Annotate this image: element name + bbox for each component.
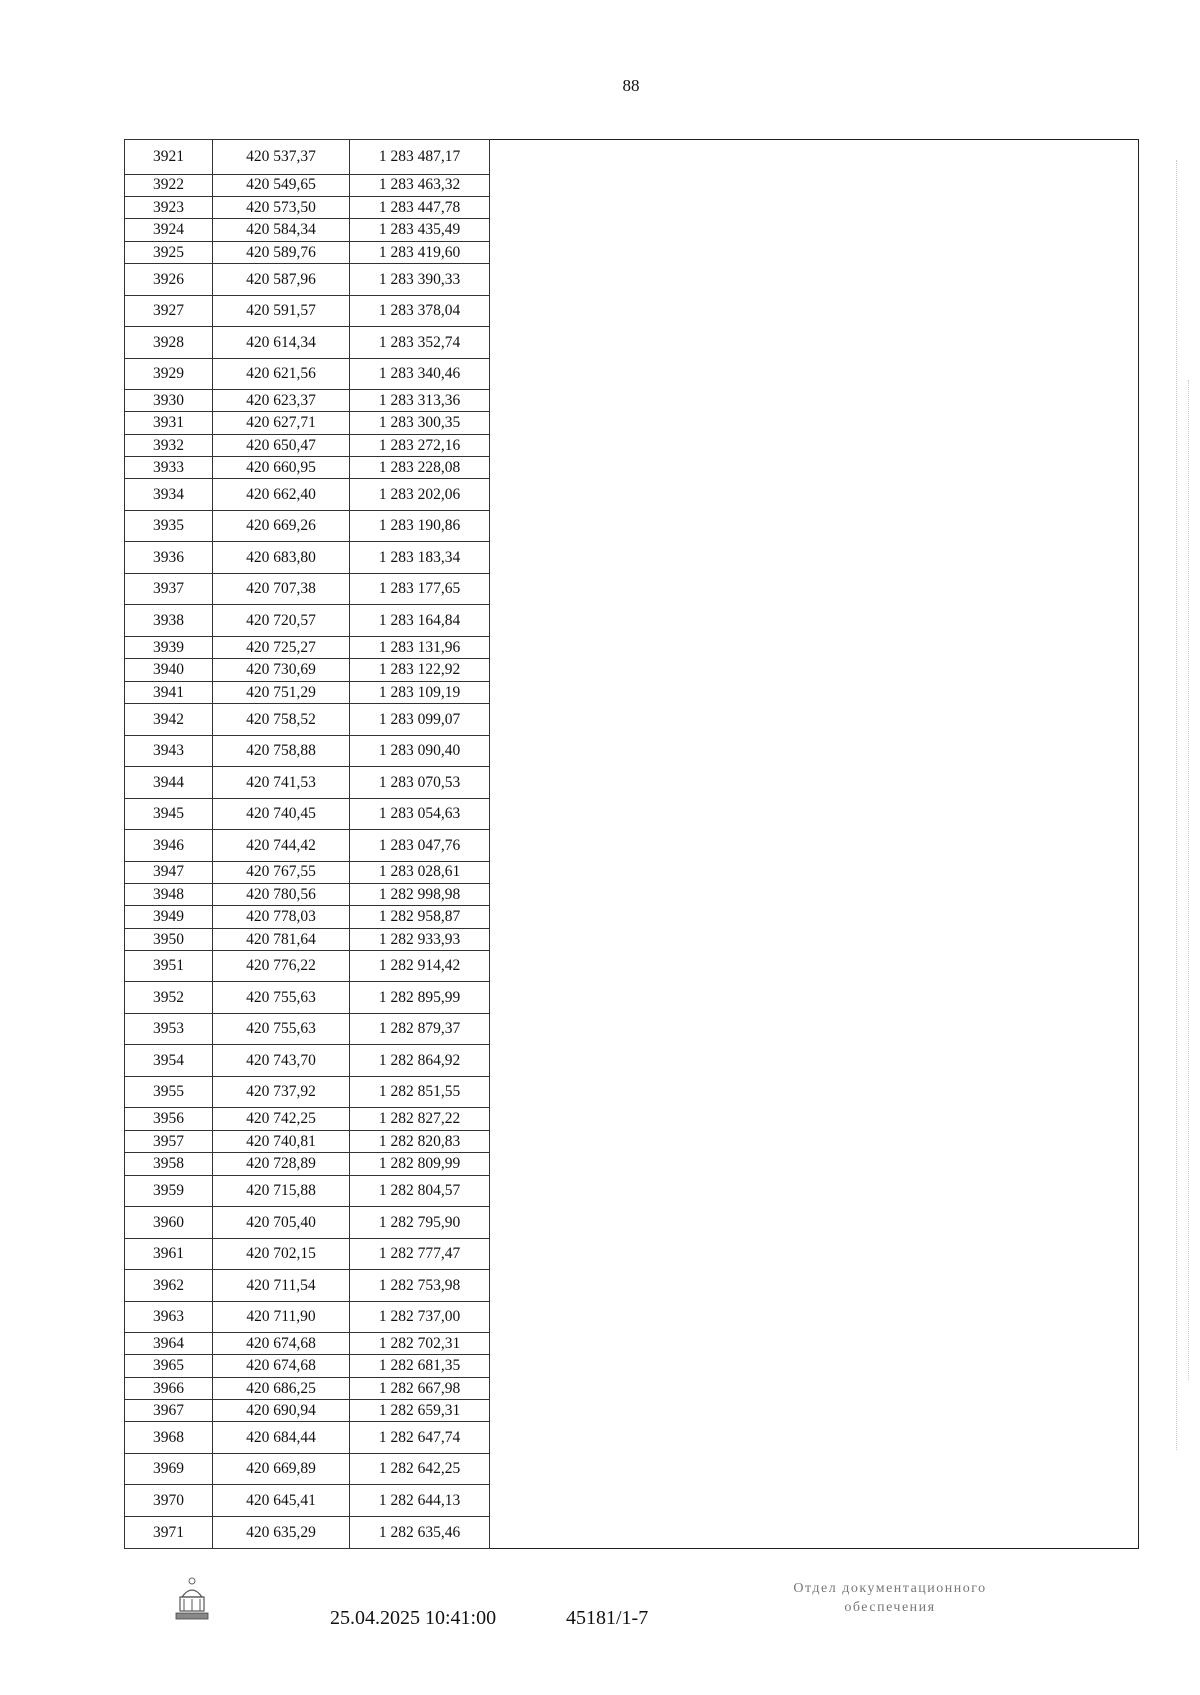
emblem-stamp-icon	[170, 1575, 214, 1623]
y-coordinate-cell: 1 282 933,93	[350, 928, 490, 950]
y-coordinate-cell: 1 283 313,36	[350, 390, 490, 412]
x-coordinate-cell: 420 660,95	[213, 457, 350, 479]
x-coordinate-cell: 420 627,71	[213, 412, 350, 434]
y-coordinate-cell: 1 282 864,92	[350, 1045, 490, 1077]
x-coordinate-cell: 420 755,63	[213, 1013, 350, 1045]
y-coordinate-cell: 1 282 647,74	[350, 1422, 490, 1454]
point-number-cell: 3963	[125, 1301, 213, 1333]
y-coordinate-cell: 1 283 300,35	[350, 412, 490, 434]
point-number-cell: 3922	[125, 174, 213, 196]
point-number-cell: 3929	[125, 358, 213, 390]
x-coordinate-cell: 420 587,96	[213, 264, 350, 296]
point-number-cell: 3927	[125, 295, 213, 327]
x-coordinate-cell: 420 780,56	[213, 883, 350, 905]
y-coordinate-cell: 1 282 659,31	[350, 1400, 490, 1422]
x-coordinate-cell: 420 725,27	[213, 636, 350, 658]
y-coordinate-cell: 1 282 667,98	[350, 1377, 490, 1399]
y-coordinate-cell: 1 283 419,60	[350, 241, 490, 263]
x-coordinate-cell: 420 711,54	[213, 1270, 350, 1302]
point-number-cell: 3948	[125, 883, 213, 905]
table-row	[125, 1400, 490, 1422]
table-row	[125, 140, 490, 175]
point-number-cell: 3928	[125, 327, 213, 359]
table-row	[125, 1045, 490, 1077]
scan-artifact-dots	[1176, 160, 1177, 1450]
y-coordinate-cell: 1 282 635,46	[350, 1516, 490, 1548]
x-coordinate-cell: 420 702,15	[213, 1238, 350, 1270]
scan-artifact-dots	[1188, 380, 1189, 1380]
point-number-cell: 3935	[125, 510, 213, 542]
point-number-cell: 3951	[125, 950, 213, 982]
x-coordinate-cell: 420 591,57	[213, 295, 350, 327]
point-number-cell: 3958	[125, 1153, 213, 1175]
point-number-cell: 3950	[125, 928, 213, 950]
x-coordinate-cell: 420 584,34	[213, 219, 350, 241]
y-coordinate-cell: 1 283 090,40	[350, 735, 490, 767]
table-row	[125, 358, 490, 390]
point-number-cell: 3931	[125, 412, 213, 434]
table-row	[125, 906, 490, 928]
x-coordinate-cell: 420 715,88	[213, 1175, 350, 1207]
x-coordinate-cell: 420 669,89	[213, 1453, 350, 1485]
table-row	[125, 1238, 490, 1270]
point-number-cell: 3938	[125, 605, 213, 637]
y-coordinate-cell: 1 283 131,96	[350, 636, 490, 658]
point-number-cell: 3926	[125, 264, 213, 296]
point-number-cell: 3957	[125, 1130, 213, 1152]
point-number-cell: 3937	[125, 573, 213, 605]
point-number-cell: 3964	[125, 1333, 213, 1355]
x-coordinate-cell: 420 669,26	[213, 510, 350, 542]
y-coordinate-cell: 1 283 099,07	[350, 704, 490, 736]
point-number-cell: 3960	[125, 1207, 213, 1239]
table-row	[125, 605, 490, 637]
point-number-cell: 3968	[125, 1422, 213, 1454]
table-row	[125, 327, 490, 359]
point-number-cell: 3943	[125, 735, 213, 767]
table-row	[125, 196, 490, 218]
y-coordinate-cell: 1 282 809,99	[350, 1153, 490, 1175]
y-coordinate-cell: 1 282 958,87	[350, 906, 490, 928]
x-coordinate-cell: 420 767,55	[213, 861, 350, 883]
table-row	[125, 434, 490, 456]
table-row	[125, 1207, 490, 1239]
table-row	[125, 241, 490, 263]
y-coordinate-cell: 1 282 895,99	[350, 982, 490, 1014]
point-number-cell: 3967	[125, 1400, 213, 1422]
point-number-cell: 3959	[125, 1175, 213, 1207]
y-coordinate-cell: 1 283 190,86	[350, 510, 490, 542]
y-coordinate-cell: 1 283 028,61	[350, 861, 490, 883]
table-row	[125, 1013, 490, 1045]
table-row	[125, 1270, 490, 1302]
y-coordinate-cell: 1 283 047,76	[350, 830, 490, 862]
point-number-cell: 3961	[125, 1238, 213, 1270]
y-coordinate-cell: 1 283 177,65	[350, 573, 490, 605]
table-row	[125, 950, 490, 982]
point-number-cell: 3921	[125, 140, 213, 175]
table-row	[125, 1153, 490, 1175]
table-row	[125, 883, 490, 905]
coordinates-table	[124, 139, 490, 1549]
table-row	[125, 704, 490, 736]
footer-doc-number: 45181/1-7	[566, 1607, 649, 1629]
y-coordinate-cell: 1 283 109,19	[350, 681, 490, 703]
table-row	[125, 1422, 490, 1454]
y-coordinate-cell: 1 283 378,04	[350, 295, 490, 327]
x-coordinate-cell: 420 720,57	[213, 605, 350, 637]
x-coordinate-cell: 420 740,45	[213, 798, 350, 830]
y-coordinate-cell: 1 283 447,78	[350, 196, 490, 218]
point-number-cell: 3946	[125, 830, 213, 862]
point-number-cell: 3933	[125, 457, 213, 479]
point-number-cell: 3969	[125, 1453, 213, 1485]
x-coordinate-cell: 420 621,56	[213, 358, 350, 390]
point-number-cell: 3932	[125, 434, 213, 456]
x-coordinate-cell: 420 650,47	[213, 434, 350, 456]
point-number-cell: 3953	[125, 1013, 213, 1045]
x-coordinate-cell: 420 623,37	[213, 390, 350, 412]
table-row	[125, 174, 490, 196]
x-coordinate-cell: 420 690,94	[213, 1400, 350, 1422]
x-coordinate-cell: 420 728,89	[213, 1153, 350, 1175]
table-row	[125, 295, 490, 327]
department-stamp-line2: обеспечения	[844, 1599, 936, 1615]
table-row	[125, 798, 490, 830]
x-coordinate-cell: 420 537,37	[213, 140, 350, 175]
y-coordinate-cell: 1 282 914,42	[350, 950, 490, 982]
point-number-cell: 3971	[125, 1516, 213, 1548]
table-row	[125, 542, 490, 574]
page-number: 88	[622, 76, 640, 95]
point-number-cell: 3965	[125, 1355, 213, 1377]
table-row	[125, 1130, 490, 1152]
y-coordinate-cell: 1 282 851,55	[350, 1076, 490, 1108]
table-row	[125, 1516, 490, 1548]
table-row	[125, 1076, 490, 1108]
point-number-cell: 3970	[125, 1485, 213, 1517]
point-number-cell: 3940	[125, 659, 213, 681]
table-row	[125, 1301, 490, 1333]
table-row	[125, 1108, 490, 1130]
table-row	[125, 982, 490, 1014]
y-coordinate-cell: 1 282 804,57	[350, 1175, 490, 1207]
y-coordinate-cell: 1 282 702,31	[350, 1333, 490, 1355]
table-row	[125, 636, 490, 658]
point-number-cell: 3924	[125, 219, 213, 241]
point-number-cell: 3925	[125, 241, 213, 263]
table-row	[125, 573, 490, 605]
table-row	[125, 928, 490, 950]
point-number-cell: 3949	[125, 906, 213, 928]
table-row	[125, 457, 490, 479]
y-coordinate-cell: 1 283 390,33	[350, 264, 490, 296]
point-number-cell: 3954	[125, 1045, 213, 1077]
x-coordinate-cell: 420 589,76	[213, 241, 350, 263]
x-coordinate-cell: 420 686,25	[213, 1377, 350, 1399]
table-row	[125, 1453, 490, 1485]
point-number-cell: 3934	[125, 479, 213, 511]
x-coordinate-cell: 420 635,29	[213, 1516, 350, 1548]
x-coordinate-cell: 420 742,25	[213, 1108, 350, 1130]
x-coordinate-cell: 420 707,38	[213, 573, 350, 605]
x-coordinate-cell: 420 549,65	[213, 174, 350, 196]
x-coordinate-cell: 420 614,34	[213, 327, 350, 359]
x-coordinate-cell: 420 674,68	[213, 1333, 350, 1355]
y-coordinate-cell: 1 283 352,74	[350, 327, 490, 359]
x-coordinate-cell: 420 776,22	[213, 950, 350, 982]
y-coordinate-cell: 1 282 777,47	[350, 1238, 490, 1270]
x-coordinate-cell: 420 645,41	[213, 1485, 350, 1517]
x-coordinate-cell: 420 674,68	[213, 1355, 350, 1377]
table-row	[125, 1175, 490, 1207]
x-coordinate-cell: 420 781,64	[213, 928, 350, 950]
table-row	[125, 767, 490, 799]
table-row	[125, 510, 490, 542]
y-coordinate-cell: 1 283 435,49	[350, 219, 490, 241]
x-coordinate-cell: 420 683,80	[213, 542, 350, 574]
table-row	[125, 1333, 490, 1355]
x-coordinate-cell: 420 705,40	[213, 1207, 350, 1239]
x-coordinate-cell: 420 737,92	[213, 1076, 350, 1108]
table-row	[125, 659, 490, 681]
table-row	[125, 1355, 490, 1377]
point-number-cell: 3923	[125, 196, 213, 218]
y-coordinate-cell: 1 282 753,98	[350, 1270, 490, 1302]
x-coordinate-cell: 420 758,88	[213, 735, 350, 767]
department-stamp	[740, 1580, 1040, 1618]
y-coordinate-cell: 1 283 183,34	[350, 542, 490, 574]
y-coordinate-cell: 1 282 795,90	[350, 1207, 490, 1239]
x-coordinate-cell: 420 740,81	[213, 1130, 350, 1152]
x-coordinate-cell: 420 751,29	[213, 681, 350, 703]
y-coordinate-cell: 1 282 827,22	[350, 1108, 490, 1130]
x-coordinate-cell: 420 573,50	[213, 196, 350, 218]
table-row	[125, 479, 490, 511]
point-number-cell: 3942	[125, 704, 213, 736]
table-row	[125, 1377, 490, 1399]
table-row	[125, 264, 490, 296]
point-number-cell: 3930	[125, 390, 213, 412]
y-coordinate-cell: 1 283 340,46	[350, 358, 490, 390]
y-coordinate-cell: 1 283 272,16	[350, 434, 490, 456]
y-coordinate-cell: 1 282 644,13	[350, 1485, 490, 1517]
point-number-cell: 3956	[125, 1108, 213, 1130]
x-coordinate-cell: 420 744,42	[213, 830, 350, 862]
y-coordinate-cell: 1 282 820,83	[350, 1130, 490, 1152]
point-number-cell: 3945	[125, 798, 213, 830]
point-number-cell: 3966	[125, 1377, 213, 1399]
footer-datetime: 25.04.2025 10:41:00	[330, 1607, 497, 1629]
y-coordinate-cell: 1 283 164,84	[350, 605, 490, 637]
y-coordinate-cell: 1 283 122,92	[350, 659, 490, 681]
y-coordinate-cell: 1 282 879,37	[350, 1013, 490, 1045]
y-coordinate-cell: 1 283 463,32	[350, 174, 490, 196]
y-coordinate-cell: 1 283 487,17	[350, 140, 490, 175]
table-row	[125, 219, 490, 241]
point-number-cell: 3955	[125, 1076, 213, 1108]
x-coordinate-cell: 420 741,53	[213, 767, 350, 799]
y-coordinate-cell: 1 283 070,53	[350, 767, 490, 799]
point-number-cell: 3962	[125, 1270, 213, 1302]
table-row	[125, 830, 490, 862]
table-row	[125, 681, 490, 703]
y-coordinate-cell: 1 282 642,25	[350, 1453, 490, 1485]
table-row	[125, 390, 490, 412]
x-coordinate-cell: 420 743,70	[213, 1045, 350, 1077]
x-coordinate-cell: 420 711,90	[213, 1301, 350, 1333]
point-number-cell: 3952	[125, 982, 213, 1014]
point-number-cell: 3939	[125, 636, 213, 658]
x-coordinate-cell: 420 755,63	[213, 982, 350, 1014]
table-row	[125, 861, 490, 883]
department-stamp-line1: Отдел документационного	[793, 1581, 987, 1596]
point-number-cell: 3936	[125, 542, 213, 574]
y-coordinate-cell: 1 283 054,63	[350, 798, 490, 830]
x-coordinate-cell: 420 662,40	[213, 479, 350, 511]
table-row	[125, 735, 490, 767]
y-coordinate-cell: 1 282 998,98	[350, 883, 490, 905]
table-row	[125, 1485, 490, 1517]
table-row	[125, 412, 490, 434]
point-number-cell: 3947	[125, 861, 213, 883]
y-coordinate-cell: 1 282 737,00	[350, 1301, 490, 1333]
x-coordinate-cell: 420 730,69	[213, 659, 350, 681]
x-coordinate-cell: 420 758,52	[213, 704, 350, 736]
point-number-cell: 3941	[125, 681, 213, 703]
point-number-cell: 3944	[125, 767, 213, 799]
x-coordinate-cell: 420 684,44	[213, 1422, 350, 1454]
y-coordinate-cell: 1 283 228,08	[350, 457, 490, 479]
x-coordinate-cell: 420 778,03	[213, 906, 350, 928]
y-coordinate-cell: 1 282 681,35	[350, 1355, 490, 1377]
y-coordinate-cell: 1 283 202,06	[350, 479, 490, 511]
